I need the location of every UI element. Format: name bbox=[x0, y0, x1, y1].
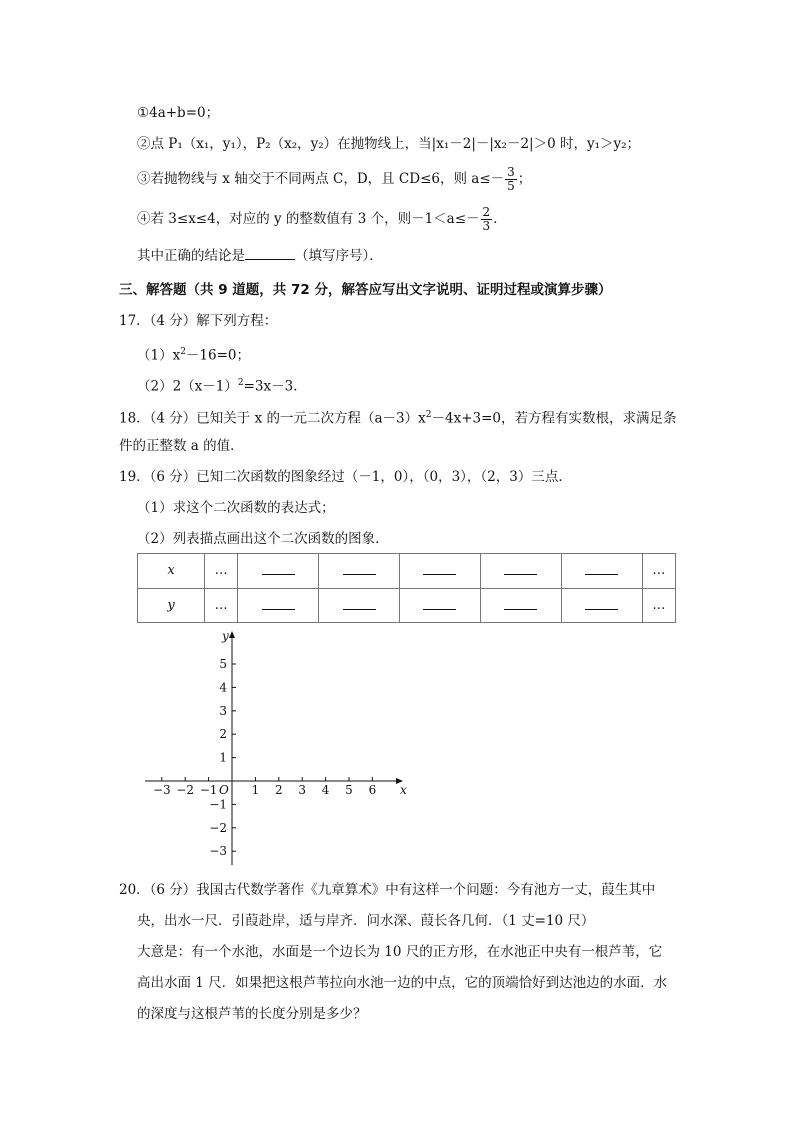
x-tick-label: 4 bbox=[321, 783, 330, 797]
fraction-2-3 bbox=[481, 206, 493, 233]
y-tick-label: 2 bbox=[219, 727, 227, 742]
q20-line3: 大意是：有一个水池，水面是一个边长为 10 尺的正方形，在水池正中央有一根芦苇，它 bbox=[137, 944, 663, 960]
table-label-x: x bbox=[138, 554, 205, 589]
x-axis-label: x bbox=[400, 783, 407, 797]
table-blank-cell[interactable] bbox=[400, 554, 481, 589]
table-blank-cell[interactable] bbox=[319, 588, 400, 623]
table-blank-cell[interactable] bbox=[561, 588, 642, 623]
fraction-denominator: 5 bbox=[507, 179, 515, 193]
x-tick-label: −2 bbox=[176, 783, 195, 797]
condition-4-end: ． bbox=[493, 211, 507, 227]
fraction-3-5 bbox=[505, 166, 517, 193]
table-blank-cell[interactable] bbox=[480, 554, 561, 589]
condition-4-text: ④若 3≤x≤4，对应的 y 的整数值有 3 个，则－1＜a≤－ bbox=[137, 211, 480, 227]
exponent: 2 bbox=[425, 410, 432, 420]
x-tick-label: 2 bbox=[274, 783, 283, 797]
y-tick-label: 3 bbox=[219, 703, 227, 718]
q20-line2: 央，出水一尺．引葭赴岸，适与岸齐．问水深、葭长各几何．（1 丈=10 尺） bbox=[137, 913, 595, 929]
table-blank-cell[interactable] bbox=[480, 588, 561, 623]
y-tick-label: 4 bbox=[219, 680, 227, 695]
q17-part2 bbox=[137, 373, 307, 397]
table-ellipsis: … bbox=[205, 588, 238, 623]
conclusion-hint: （填写序号）． bbox=[295, 248, 383, 264]
condition-3-end: ； bbox=[517, 171, 532, 187]
value-table bbox=[137, 553, 676, 623]
conclusion-text: 其中正确的结论是 bbox=[137, 248, 245, 264]
condition-4 bbox=[137, 206, 507, 233]
table-row-y bbox=[138, 588, 676, 623]
q19-title: 19．（6 分）已知二次函数的图象经过（－1，0），（0，3），（2，3）三点． bbox=[119, 469, 572, 485]
table-ellipsis: … bbox=[642, 554, 675, 589]
x-tick-label: 5 bbox=[345, 783, 353, 797]
exponent: 2 bbox=[237, 378, 244, 388]
condition-3 bbox=[137, 166, 531, 193]
x-tick-label: 6 bbox=[368, 783, 377, 797]
q20-line4: 高出水面 1 尺．如果把这根芦苇拉向水池一边的中点，它的顶端恰好到达池边的水面．水 bbox=[137, 975, 668, 991]
fraction-denominator: 3 bbox=[482, 219, 491, 233]
q18-line1 bbox=[119, 405, 677, 429]
q19-part2: （2）列表描点画出这个二次函数的图象． bbox=[137, 531, 389, 547]
q17-part1-end: －16=0； bbox=[185, 347, 251, 364]
y-axis-label: y bbox=[222, 629, 229, 643]
q17-part2-text: （2）2（x－1） bbox=[137, 378, 238, 395]
condition-1: ①4a+b=0； bbox=[137, 105, 220, 121]
table-blank-cell[interactable] bbox=[319, 554, 400, 589]
table-blank-cell[interactable] bbox=[400, 588, 481, 623]
y-tick-label: −1 bbox=[209, 797, 227, 812]
exponent: 2 bbox=[180, 347, 186, 357]
fraction-numerator: 3 bbox=[507, 165, 515, 179]
x-tick-label: −1 bbox=[199, 783, 218, 797]
table-row-x bbox=[138, 554, 676, 589]
table-label-y: y bbox=[138, 588, 205, 623]
y-tick-label: 5 bbox=[219, 657, 227, 671]
coordinate-graph[interactable] bbox=[140, 622, 420, 872]
condition-3-text: ③若抛物线与 x 轴交于不同两点 C，D，且 CD≤6，则 a≤－ bbox=[137, 171, 505, 187]
q18-text: 18．（4 分）已知关于 x 的一元二次方程（a－3）x bbox=[119, 410, 426, 427]
q20-line1: 20．（6 分）我国古代数学著作《九章算术》中有这样一个问题：今有池方一丈，葭生其中 bbox=[119, 882, 656, 898]
q19-part1: （1）求这个二次函数的表达式； bbox=[137, 500, 335, 516]
answer-blank[interactable] bbox=[245, 247, 295, 260]
x-tick-label: 1 bbox=[251, 783, 260, 797]
origin-label: O bbox=[219, 783, 229, 797]
q18-line2: 件的正整数 a 的值． bbox=[119, 438, 244, 454]
table-blank-cell[interactable] bbox=[561, 554, 642, 589]
section-heading: 三、解答题（共 9 道题，共 72 分，解答应写出文字说明、证明过程或演算步骤） bbox=[119, 282, 612, 298]
x-tick-label: −3 bbox=[152, 783, 171, 797]
table-ellipsis: … bbox=[642, 588, 675, 623]
conclusion-line bbox=[137, 246, 383, 266]
q17-part2-end: =3x－3． bbox=[243, 378, 307, 395]
q20-line5: 的深度与这根芦苇的长度分别是多少？ bbox=[137, 1006, 367, 1022]
q17-title: 17．（4 分）解下列方程： bbox=[119, 313, 278, 329]
condition-2: ②点 P₁（x₁，y₁），P₂（x₂，y₂）在抛物线上，当|x₁－2|－|x₂－2|＞0 时，y₁＞y₂； bbox=[137, 136, 641, 152]
x-tick-label: 3 bbox=[298, 783, 307, 797]
table-blank-cell[interactable] bbox=[238, 554, 319, 589]
q18-text-end: －4x+3=0，若方程有实数根，求满足条 bbox=[431, 410, 677, 427]
q17-part1 bbox=[137, 342, 250, 366]
y-tick-label: 1 bbox=[219, 750, 227, 765]
q17-part1-text: （1）x bbox=[137, 347, 181, 364]
y-tick-label: −3 bbox=[209, 844, 227, 859]
table-blank-cell[interactable] bbox=[238, 588, 319, 623]
fraction-numerator: 2 bbox=[482, 205, 491, 219]
table-ellipsis: … bbox=[205, 554, 238, 589]
y-tick-label: −2 bbox=[209, 820, 227, 835]
